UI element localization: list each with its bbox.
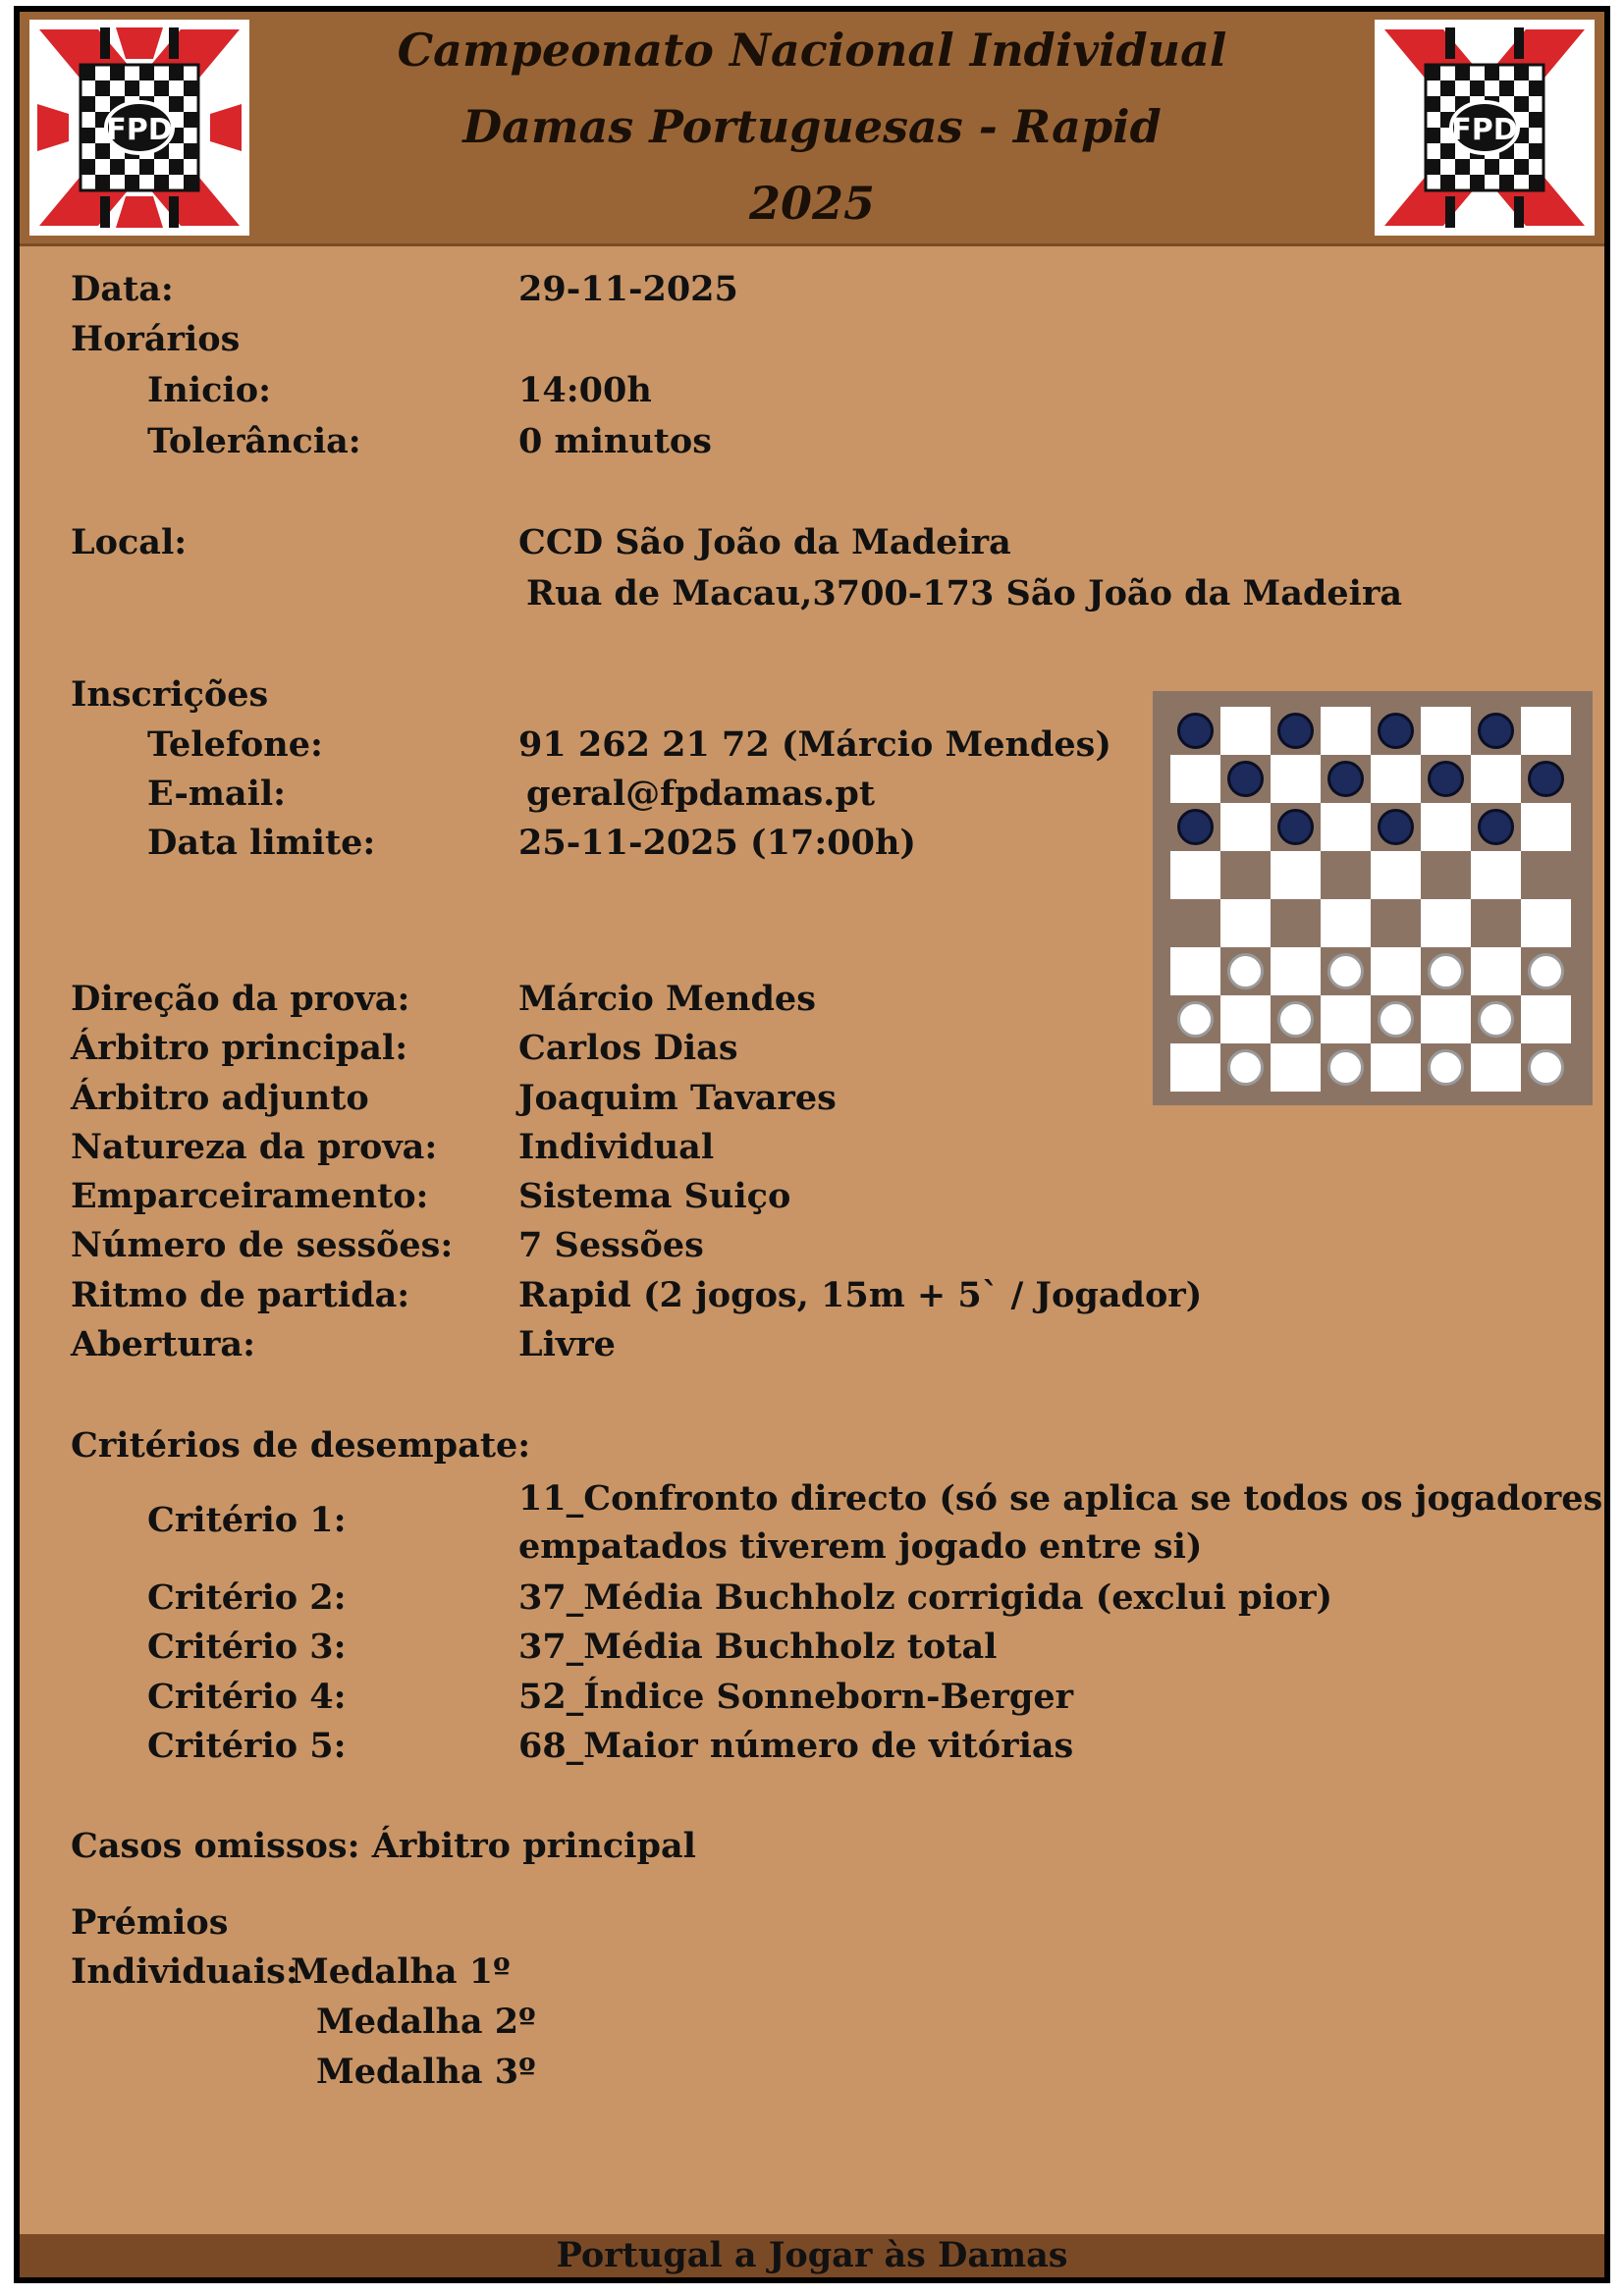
board-square [1271,947,1321,995]
board-square [1170,1043,1220,1092]
board-square [1220,899,1271,947]
tolerance-label: Tolerância: [147,421,361,461]
dark-piece [1480,811,1513,844]
dark-piece [1430,763,1463,796]
logo-text: FPD [106,113,173,147]
fpd-logo-icon [29,20,249,236]
board-square [1170,851,1220,899]
board-square [1220,995,1271,1043]
start-label: Inicio: [147,370,271,410]
light-piece [1430,955,1463,988]
deadline-label: Data limite: [147,823,376,863]
board-square [1471,851,1521,899]
title-line-3: 2025 [748,177,876,230]
criterion-1-value-line1: 11_Confronto directo (só se aplica se todos os jogadores [518,1478,1603,1519]
criterion-1-label: Critério 1: [147,1500,347,1540]
criterion-5-value: 68_Maior número de vitórias [518,1726,1074,1766]
nature-value: Individual [518,1127,715,1167]
board-square [1271,899,1321,947]
board-square [1371,947,1421,995]
light-piece [1229,955,1263,988]
board-square [1471,947,1521,995]
dark-piece [1279,715,1313,748]
email-label: E-mail: [147,774,287,814]
phone-label: Telefone: [147,724,323,765]
dark-piece [1530,763,1563,796]
dark-piece [1179,715,1213,748]
date-value: 29-11-2025 [518,269,738,309]
page-title [275,12,1349,241]
deputy-arbiter-value: Joaquim Tavares [518,1078,837,1118]
criterion-1-value-line2: empatados tiverem jogado entre si) [518,1526,1203,1567]
board-square [1471,1043,1521,1092]
pace-value: Rapid (2 jogos, 15m + 5` / Jogador) [518,1275,1203,1315]
criterion-4-value: 52_Índice Sonneborn-Berger [518,1677,1074,1717]
title-line-1: Campeonato Nacional Individual [397,24,1227,77]
board-square [1321,851,1371,899]
board-square [1421,803,1471,851]
pairing-label: Emparceiramento: [71,1176,429,1216]
medal-2: Medalha 2º [316,2002,536,2042]
poster-frame [14,6,1610,2283]
omissions-text: Casos omissos: Árbitro principal [71,1826,696,1866]
board-square [1371,851,1421,899]
start-value: 14:00h [518,370,652,410]
footer-slogan: Portugal a Jogar às Damas [20,2234,1604,2277]
board-square [1371,1043,1421,1092]
chief-arbiter-value: Carlos Dias [518,1028,738,1068]
light-piece [1430,1051,1463,1085]
dark-piece [1380,715,1413,748]
light-piece [1530,955,1563,988]
opening-value: Livre [518,1324,616,1364]
criterion-2-value: 37_Média Buchholz corrigida (exclui pior) [518,1577,1333,1618]
checkers-board-graphic [1153,691,1593,1105]
light-piece [1179,1003,1213,1037]
board-square [1170,755,1220,803]
board-square [1170,947,1220,995]
criterion-3-label: Critério 3: [147,1627,347,1667]
medal-3: Medalha 3º [316,2052,536,2092]
board-square [1220,851,1271,899]
dark-piece [1329,763,1363,796]
light-piece [1329,955,1363,988]
prizes-heading: Prémios [71,1902,229,1943]
board-square [1321,707,1371,755]
pace-label: Ritmo de partida: [71,1275,410,1315]
board-square [1421,851,1471,899]
fpd-logo-right-graphic [1375,20,1595,236]
board-square [1321,899,1371,947]
dark-piece [1380,811,1413,844]
board-square [1521,899,1571,947]
light-piece [1279,1003,1313,1037]
dark-piece [1179,811,1213,844]
header-banner [20,12,1604,246]
direction-label: Direção da prova: [71,979,410,1019]
board-square [1521,995,1571,1043]
individual-prizes-label: Individuais: [71,1951,298,1992]
criterion-3-value: 37_Média Buchholz total [518,1627,998,1667]
nature-label: Natureza da prova: [71,1127,438,1167]
dark-piece [1229,763,1263,796]
board-square [1271,755,1321,803]
board-square [1220,803,1271,851]
board-square [1521,707,1571,755]
criterion-2-label: Critério 2: [147,1577,347,1618]
board-square [1321,995,1371,1043]
board-square [1271,1043,1321,1092]
fpd-logo-left-graphic [29,20,249,236]
board-square [1170,899,1220,947]
criterion-5-label: Critério 5: [147,1726,347,1766]
dark-piece [1480,715,1513,748]
sessions-value: 7 Sessões [518,1225,704,1265]
schedule-label: Horários [71,319,241,359]
tolerance-value: 0 minutos [518,421,712,461]
light-piece [1480,1003,1513,1037]
title-line-2: Damas Portuguesas - Rapid [462,100,1162,153]
logo-text: FPD [1451,113,1518,147]
venue-address: Rua de Macau,3700-173 São João da Madeira [526,573,1403,614]
venue-label: Local: [71,522,188,562]
fpd-logo-icon [1375,20,1595,236]
direction-value: Márcio Mendes [518,979,816,1019]
board-square [1371,899,1421,947]
deadline-value: 25-11-2025 (17:00h) [518,823,916,863]
phone-value: 91 262 21 72 (Márcio Mendes) [518,724,1111,765]
board-square [1471,899,1521,947]
board-square [1271,851,1321,899]
light-piece [1229,1051,1263,1085]
light-piece [1530,1051,1563,1085]
light-piece [1329,1051,1363,1085]
board-square [1521,803,1571,851]
tiebreak-heading: Critérios de desempate: [71,1425,531,1466]
dark-piece [1279,811,1313,844]
opening-label: Abertura: [71,1324,255,1364]
sessions-label: Número de sessões: [71,1225,454,1265]
pairing-value: Sistema Suiço [518,1176,791,1216]
criterion-4-label: Critério 4: [147,1677,347,1717]
board-square [1471,755,1521,803]
board-square [1421,899,1471,947]
board-square [1421,995,1471,1043]
light-piece [1380,1003,1413,1037]
board-square [1220,707,1271,755]
registration-label: Inscrições [71,674,269,715]
chief-arbiter-label: Árbitro principal: [71,1028,408,1068]
checkers-board-icon [1153,691,1593,1105]
medal-1: Medalha 1º [291,1951,511,1992]
board-square [1321,803,1371,851]
venue-name: CCD São João da Madeira [518,522,1011,562]
board-square [1521,851,1571,899]
deputy-arbiter-label: Árbitro adjunto [71,1078,369,1118]
board-square [1421,707,1471,755]
date-label: Data: [71,269,174,309]
email-value[interactable]: geral@fpdamas.pt [526,774,876,814]
board-square [1371,755,1421,803]
